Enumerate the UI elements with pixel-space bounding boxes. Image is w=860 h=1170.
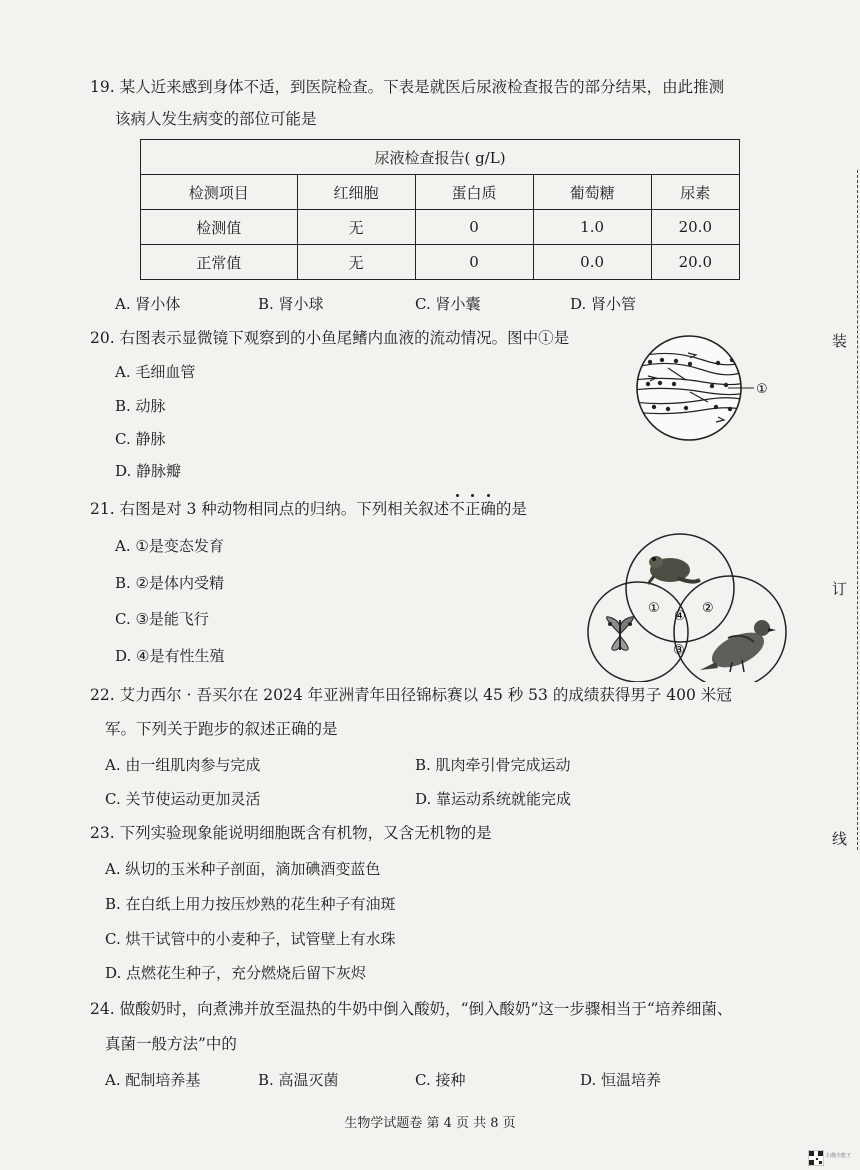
q24-option-b[interactable]: B. 高温灭菌	[258, 1071, 339, 1089]
q19-stem-line2: 该病人发生病变的部位可能是	[115, 110, 317, 128]
table-cell: 1.0	[533, 210, 651, 245]
table-row	[141, 210, 740, 245]
region-label-3: ③	[673, 643, 685, 658]
urine-report-table	[140, 139, 740, 280]
emphasis-char: 确	[480, 500, 496, 518]
emphasis-char: 正	[464, 500, 481, 518]
q20-option-a[interactable]: A. 毛细血管	[115, 363, 196, 381]
table-cell: 无	[297, 210, 415, 245]
q23-option-d[interactable]: D. 点燃花生种子，充分燃烧后留下灰烬	[105, 964, 367, 982]
page-footer: 生物学试题卷 第 4 页 共 8 页	[344, 1116, 516, 1131]
binding-char-ding: 订	[832, 580, 848, 598]
frog-icon	[648, 556, 700, 584]
blood-flow-figure	[628, 330, 778, 450]
q21-stem-after: 的是	[495, 500, 527, 518]
header-cell: 检测项目	[141, 175, 298, 210]
binding-dashed-line	[857, 170, 858, 850]
header-cell: 尿素	[651, 175, 739, 210]
table-cell: 20.0	[651, 210, 739, 245]
q21-stem-before: 21. 右图是对 3 种动物相同点的归纳。下列相关叙述	[90, 500, 450, 518]
q23-option-c[interactable]: C. 烘干试管中的小麦种子，试管壁上有水珠	[105, 930, 396, 948]
table-cell: 0	[415, 210, 533, 245]
q22-option-d[interactable]: D. 靠运动系统就能完成	[415, 790, 572, 808]
q19-stem-line1: 19. 某人近来感到身体不适，到医院检查。下表是就医后尿液检查报告的部分结果，由此推测	[90, 78, 725, 96]
region-label-2: ②	[702, 601, 714, 616]
pigeon-icon	[700, 620, 776, 675]
binding-char-zhuang: 装	[832, 332, 848, 350]
q24-stem-line2: 真菌一般方法”中的	[105, 1035, 237, 1053]
emphasis-char: 不	[449, 500, 465, 518]
table-row	[141, 245, 740, 280]
butterfly-icon	[607, 617, 634, 651]
q20-option-d[interactable]: D. 静脉瓣	[115, 462, 182, 480]
q22-stem-line2: 军。下列关于跑步的叙述正确的是	[105, 720, 338, 738]
q23-stem: 23. 下列实验现象能说明细胞既含有机物，又含无机物的是	[90, 824, 492, 842]
q20-stem: 20. 右图表示显微镜下观察到的小鱼尾鳍内血液的流动情况。图中①是	[90, 329, 570, 347]
q22-stem-line1: 22. 艾力西尔 · 吾买尔在 2024 年亚洲青年田径锦标赛以 45 秒 53 的成绩获得男子 400 米冠	[90, 686, 732, 704]
qr-code-icon	[808, 1150, 824, 1166]
q19-option-a[interactable]: A. 肾小体	[115, 295, 181, 313]
table-title: 尿液检查报告( g/L)	[141, 140, 740, 175]
header-cell: 红细胞	[297, 175, 415, 210]
q23-option-a[interactable]: A. 纵切的玉米种子剖面，滴加碘酒变蓝色	[105, 860, 381, 878]
q23-option-b[interactable]: B. 在白纸上用力按压炒熟的花生种子有油斑	[105, 895, 396, 913]
region-label-1: ①	[648, 601, 660, 616]
scanner-watermark: 扫描全能王	[826, 1153, 852, 1159]
q20-option-b[interactable]: B. 动脉	[115, 397, 166, 415]
q21-option-c[interactable]: C. ③是能飞行	[115, 610, 209, 628]
q24-option-d[interactable]: D. 恒温培养	[580, 1071, 662, 1089]
q19-option-d[interactable]: D. 肾小管	[570, 295, 637, 313]
venn-diagram-figure	[580, 532, 800, 682]
table-header-row	[141, 175, 740, 210]
table-cell: 无	[297, 245, 415, 280]
q22-option-b[interactable]: B. 肌肉牵引骨完成运动	[415, 756, 571, 774]
binding-char-xian: 线	[832, 830, 848, 848]
q24-stem-line1: 24. 做酸奶时，向煮沸并放至温热的牛奶中倒入酸奶，“倒入酸奶”这一步骤相当于“培养细菌、	[90, 1000, 733, 1018]
table-cell: 20.0	[651, 245, 739, 280]
q21-option-d[interactable]: D. ④是有性生殖	[115, 647, 225, 665]
q21-option-a[interactable]: A. ①是变态发育	[115, 537, 224, 555]
q19-option-c[interactable]: C. 肾小囊	[415, 295, 481, 313]
table-cell: 0	[415, 245, 533, 280]
header-cell: 葡萄糖	[533, 175, 651, 210]
region-label-4: ④	[674, 609, 686, 624]
q21-stem	[90, 498, 527, 520]
q22-option-c[interactable]: C. 关节使运动更加灵活	[105, 790, 261, 808]
table-cell: 检测值	[141, 210, 298, 245]
q20-option-c[interactable]: C. 静脉	[115, 430, 166, 448]
q22-option-a[interactable]: A. 由一组肌肉参与完成	[105, 756, 261, 774]
table-cell: 0.0	[533, 245, 651, 280]
q19-option-b[interactable]: B. 肾小球	[258, 295, 324, 313]
q24-option-c[interactable]: C. 接种	[415, 1071, 466, 1089]
q21-option-b[interactable]: B. ②是体内受精	[115, 574, 225, 592]
header-cell: 蛋白质	[415, 175, 533, 210]
q24-option-a[interactable]: A. 配制培养基	[105, 1071, 201, 1089]
figure-label-1: ①	[756, 382, 768, 397]
table-cell: 正常值	[141, 245, 298, 280]
